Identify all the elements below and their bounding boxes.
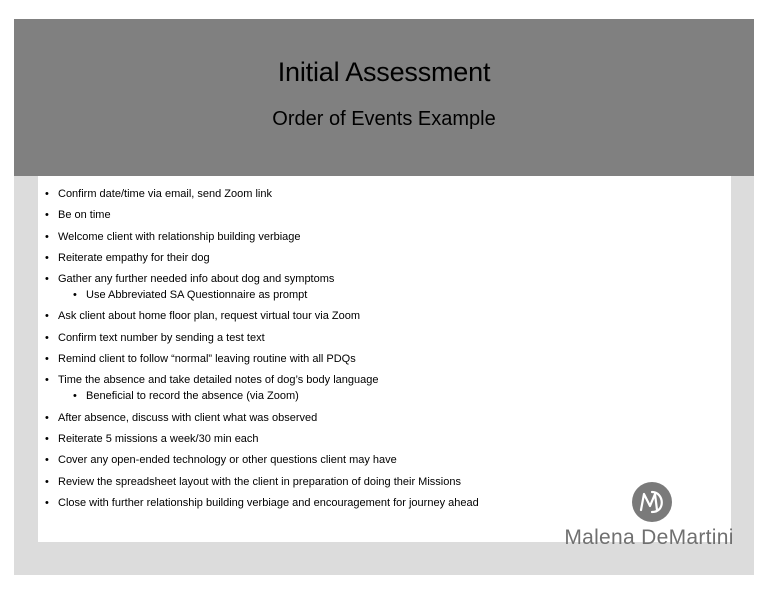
list-item-text: Confirm date/time via email, send Zoom link xyxy=(58,188,272,200)
slide xyxy=(14,19,754,575)
list-item-text: Reiterate empathy for their dog xyxy=(58,251,210,264)
list-item xyxy=(44,476,479,489)
sub-list xyxy=(58,390,479,403)
list-item-text: Cover any open-ended technology or other questions client may have xyxy=(58,454,397,467)
list-item-text: After absence, discuss with client what was observed xyxy=(58,411,318,424)
list-item xyxy=(44,252,479,265)
list-item xyxy=(44,332,479,345)
list-item-text: Confirm text number by sending a test text xyxy=(58,331,265,344)
list-item-text: Close with further relationship building verbiage and encouragement for journey ahead xyxy=(58,496,479,509)
list-item xyxy=(44,412,479,425)
md-monogram-icon xyxy=(632,482,672,522)
list-item-text: Gather any further needed info about dog and symptoms xyxy=(58,273,335,286)
sub-list-item-text: Use Abbreviated SA Questionnaire as prompt xyxy=(86,289,308,302)
list-item xyxy=(44,454,479,467)
list-item-text: Be on time xyxy=(58,209,111,222)
sub-list xyxy=(58,289,479,302)
slide-subtitle: Order of Events Example xyxy=(272,108,496,130)
list-item xyxy=(44,188,479,201)
bullet-list xyxy=(44,188,479,518)
slide-header xyxy=(14,19,754,176)
list-item xyxy=(44,353,479,366)
content-panel xyxy=(38,176,734,549)
list-item xyxy=(44,433,479,446)
slide-title: Initial Assessment xyxy=(277,57,491,87)
list-item-text: Ask client about home floor plan, request virtual tour via Zoom xyxy=(58,310,361,323)
list-item-text: Review the spreadsheet layout with the client in preparation of doing their Missions xyxy=(58,475,461,488)
brand-logo xyxy=(554,482,744,552)
sub-list-item xyxy=(58,289,479,302)
list-item xyxy=(44,209,479,222)
brand-name: Malena DeMartini xyxy=(564,526,734,549)
list-item-text: Reiterate 5 missions a week/30 min each xyxy=(58,432,259,445)
list-item-text: Welcome client with relationship building verbiage xyxy=(58,230,301,243)
sub-list-item xyxy=(58,390,479,403)
list-item-text: Remind client to follow “normal” leaving routine with all PDQs xyxy=(58,353,356,366)
list-item xyxy=(44,273,479,302)
list-item-text: Time the absence and take detailed notes of dog’s body language xyxy=(58,374,379,387)
list-item xyxy=(44,231,479,244)
list-item xyxy=(44,374,479,403)
list-item xyxy=(44,310,479,323)
list-item xyxy=(44,497,479,510)
sub-list-item-text: Beneficial to record the absence (via Zoom) xyxy=(86,390,299,403)
